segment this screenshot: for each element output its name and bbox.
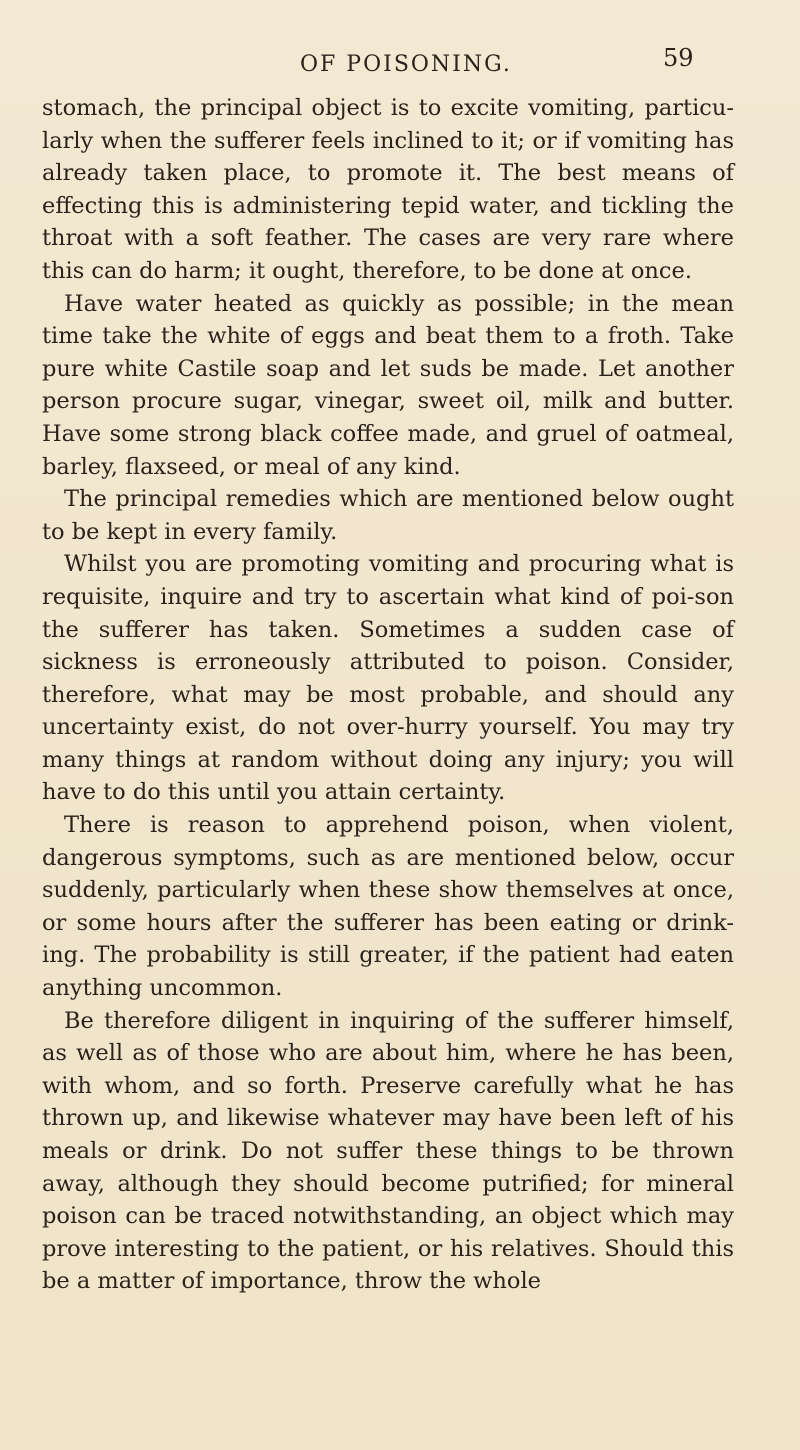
running-title: OF POISONING. xyxy=(300,52,512,77)
paragraph: Be therefore diligent in inquiring of the sufferer himself, as well as of those who are about him, where he has been, with whom, and so forth. Preserve carefully what he has thrown up, and likewise whatever may have been left of his meals or drink. Do not suffer these things to be thrown away, although they should become putrified; for mineral poison can be traced notwithstanding, an object which may prove interesting to the patient, or his relatives. Should this be a matter of importance, throw the whole xyxy=(42,1007,734,1295)
paragraph: Have water heated as quickly as possible; in the mean time take the white of eggs and beat them to a froth. Take pure white Castile soap and let suds be made. Let another person procure sugar, vinegar, sweet oil, milk and butter. Have some strong black coffee made, and gruel of oatmeal, barley, flaxseed, or meal of any kind. xyxy=(42,290,734,480)
paragraph: Whilst you are promoting vomiting and procuring what is requisite, inquire and try to ascertain what kind of poi-son the sufferer has taken. Sometimes a sudden case of sickness is erroneously attributed to poison. Consider, therefore, what may be most probable, and should any uncertainty exist, do not over-hurry yourself. You may try many things at random without doing any injury; you will have to do this until you attain certainty. xyxy=(42,551,734,806)
running-header xyxy=(0,44,800,88)
page-number: 59 xyxy=(663,44,694,72)
paragraph: There is reason to apprehend poison, when violent, dangerous symptoms, such as are mentioned below, occur suddenly, particularly when these show themselves at once, or some hours after the sufferer has been eating or drink-ing. The probability is still greater, if the patient had eaten anything uncommon. xyxy=(42,812,734,1002)
paragraph: The principal remedies which are mentioned below ought to be kept in every family. xyxy=(42,486,734,545)
body-text xyxy=(42,92,734,1298)
paragraph-continuation: stomach, the principal object is to excite vomiting, particu-larly when the sufferer feels inclined to it; or if vomiting has already taken place, to promote it. The best means of effecting this is administering tepid water, and tickling the throat with a soft feather. The cases are very rare where this can do harm; it ought, therefore, to be done at once. xyxy=(42,95,734,284)
